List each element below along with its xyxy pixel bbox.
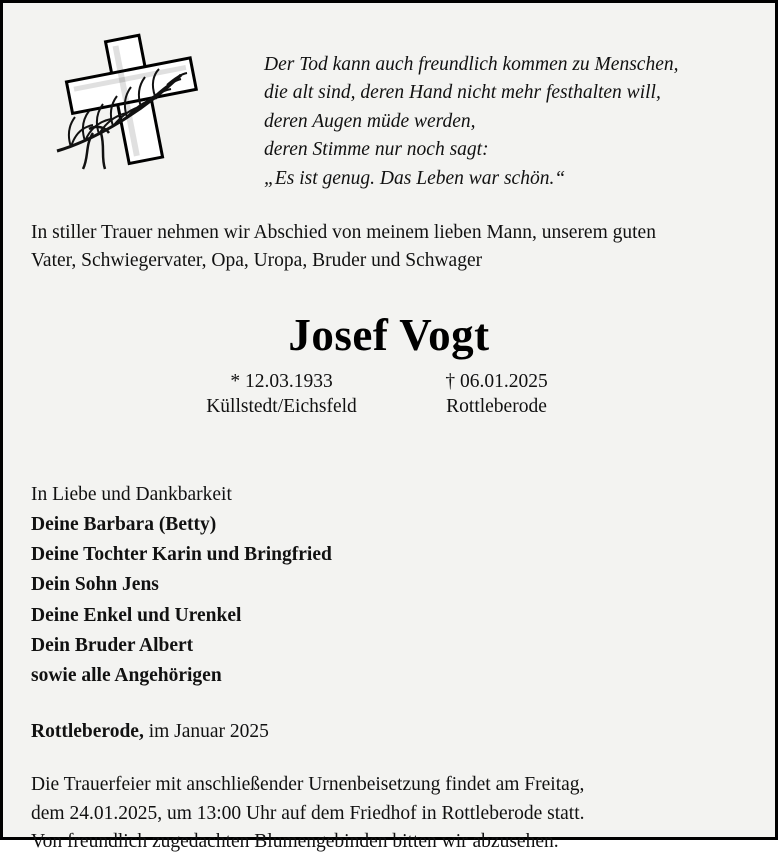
family-line: Deine Tochter Karin und Bringfried <box>31 544 332 566</box>
death-date: † 06.01.2025 <box>445 370 548 392</box>
cross-with-palm-frond-icon <box>31 29 246 169</box>
closing-line-3: Von freundlich zugedachten Blumengebinden bitten wir abzusehen. <box>31 830 559 852</box>
birth-block <box>174 371 389 418</box>
family-line: Dein Sohn Jens <box>31 574 159 596</box>
verse-line-2: die alt sind, deren Hand nicht mehr festhalten will, <box>264 82 661 104</box>
obituary-content <box>3 3 775 852</box>
birth-place: Küllstedt/Eichsfeld <box>206 395 357 417</box>
birth-date: * 12.03.1933 <box>230 370 333 392</box>
notice-date: im Januar 2025 <box>148 721 269 743</box>
death-place: Rottleberode <box>446 395 547 417</box>
closing-line-1: Die Trauerfeier mit anschließender Urnenbeisetzung findet am Freitag, <box>31 774 585 796</box>
family-line: Dein Bruder Albert <box>31 634 194 656</box>
dates-row <box>31 371 747 418</box>
verse-line-4: deren Stimme nur noch sagt: <box>264 139 489 161</box>
deceased-name: Josef Vogt <box>288 309 490 360</box>
intro-line-1: In stiller Trauer nehmen wir Abschied von meinem lieben Mann, unserem guten <box>31 222 656 244</box>
family-line: Deine Enkel und Urenkel <box>31 604 242 626</box>
verse-block <box>264 29 747 193</box>
place-name: Rottleberode, <box>31 721 144 743</box>
header-section <box>31 29 747 193</box>
family-block <box>31 480 747 692</box>
intro-paragraph <box>31 219 747 274</box>
intro-line-2: Vater, Schwiegervater, Opa, Uropa, Bruder und Schwager <box>31 250 483 272</box>
verse-line-3: deren Augen müde werden, <box>264 110 476 132</box>
family-lead: In Liebe und Dankbarkeit <box>31 483 232 505</box>
family-line: sowie alle Angehörigen <box>31 665 222 687</box>
place-and-date-line <box>31 721 747 743</box>
death-block <box>389 371 604 418</box>
closing-paragraph <box>31 771 747 856</box>
verse-line-1: Der Tod kann auch freundlich kommen zu Menschen, <box>264 54 679 75</box>
verse-line-5: „Es ist genug. Das Leben war schön.“ <box>264 167 566 189</box>
family-line: Deine Barbara (Betty) <box>31 513 217 535</box>
closing-line-2: dem 24.01.2025, um 13:00 Uhr auf dem Friedhof in Rottleberode statt. <box>31 802 585 824</box>
